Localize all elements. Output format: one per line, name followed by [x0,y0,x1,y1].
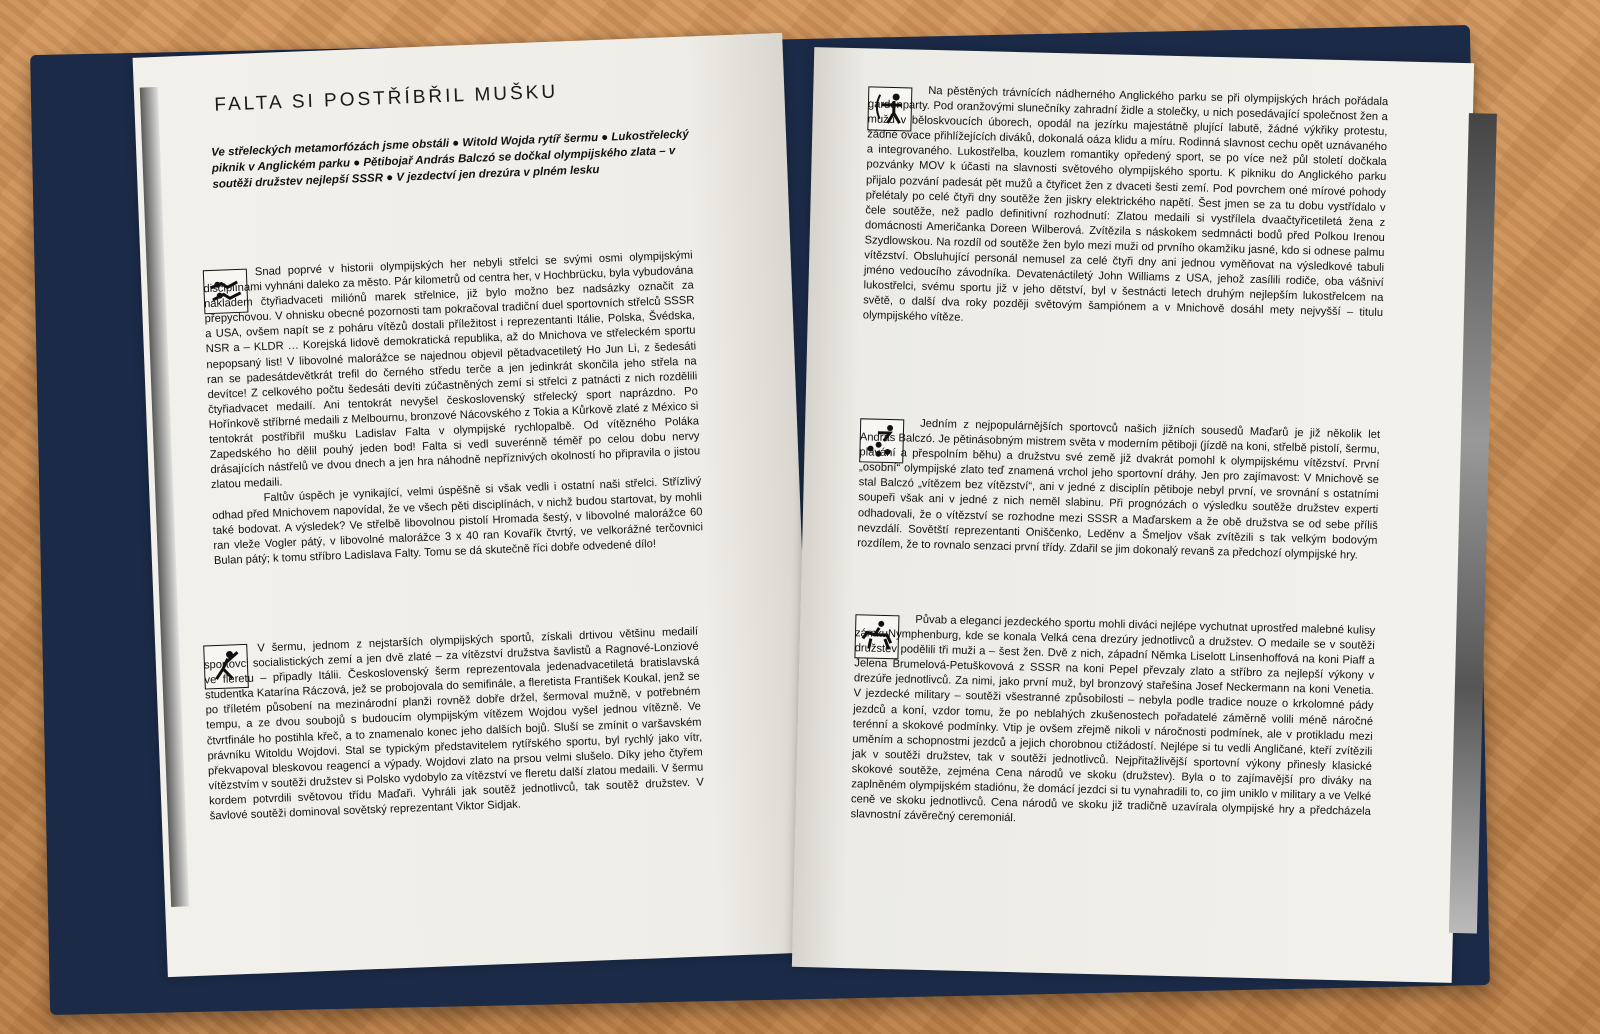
left-page [133,33,818,977]
shooting-paragraph-1: Snad poprvé v historii olympijských her nebyli střelci se svými osmi olympijskými disciplínami vyhnáni daleko za město. Pár kilometrů od centra her, v Hochbrücku, byla vybudována nákladem čtyřiadvaceti miliónů marek střelnice, již bylo možno bez nadsázky označit za přepychovou. V ohnisku obecné pozornosti tam pokračoval tradiční duel sportovních střelců SSSR a USA, ovšem napít se z poháru vítězů dostali příležitost i reprezentanti Itálie, Polska, Švédska, NSR a – KLDR … Korejská lidově demokratická republika, až do Mnichova ve střeleckém sportu nepopsaný list! V libovolné malorážce se najednou objevil pětadvacetiletý Ho Jun Li, z šedesáti ran se padesátdevětkrát trefil do černého středu terče a jen jedinkrát skončila jeho střela na devítce! Z celkového počtu šedesáti devíti zúčastněných zemí si střelci z patnácti z nich rozdělili čtyřiadvacet medailí. Ani tentokrát nevyšel československý střelecký sport naprázdno. Po Hořínkově stříbrné medaili z Melbournu, bronzové Nácovského z Tokia a Kůrkově zlaté z México si tentokrát postříbřil mušku Ladislav Falta v olympijské rychlopalbě. Od vítězného Poláka Zapedského ho dělil pouhý jeden bod! Falta si vedl suverénně téměř po celou dobu nervy drásajících nástřelů ve dvou dnech a jen hra náhodně nepříznivých okolností ho připravila o jistou zlatou medaili. [203,249,701,492]
right-page [792,47,1474,983]
equestrian-paragraph: Půvab a eleganci jezdeckého sportu mohli diváci nejlépe vychutnat uprostřed malebné kulisy zámkuNymphenburg, kde se konala Velká cena drezúry jednotlivců a družstev. O medaile se v soutěži družstev podělili tři muži a – šest žen. Dvě z nich, západní Němka Liselott Linsenhoffová na koni Piaff a Jelena Brumelová-Petuškovová z SSSR na koni Pepel převzaly zlato a stříbro za nejlepší výkony v drezúře jednotlivců. Za nimi, jako první muž, byl bronzový stařešina Josef Neckermann na koni Venetia. V jezdecké military – soutěži všestranné způsobilosti – nebyla podle tradice nouze o krkolomné pády jezdců a koní, vzdor tomu, že po neblahých zkušenostech pořadatelé záměrně volili méně náročné terénní a skokové podmínky. Vtip je ovšem zřejmě nikoli v náročnosti podmínek, ale v protikladu mezi uměním a schopnostmi jezdců a jejich chorobnou ctižádostí. Nejlépe si tu vedli Angličané, kteří zvítězili jak v soutěži družstev, tak v soutěži jednotlivců. Nejpřitažlivější sportovní výkony přinesly klasické skokové soutěže, zejména Cena národů ve skoku (družstev). Byla o to zajímavější pro diváky na zaplněném olympijském stadiónu, že domácí jezdci si tu vynahradili to, co jim uniklo v military a ve Velké ceně ve skoku jednotlivců. Cena národů ve skoku již tradičně uzavírala olympijské hry a předcházela slavnostní závěrečný ceremoniál. [850,613,1376,825]
fencing-paragraph: V šermu, jednom z nejstarších olympijských sportů, získali drtivou většinu medailí sportovci socialistických zemí a jen dvě zlaté – za vítězství družstva šavlistů a Ragnové-Lonziové ve fleretu – připadly Itálii. Československý šerm reprezentovala jedenadvacetiletá bratislavská studentka Katarína Ráczová, jež se probojovala do semifinále, a fleretista František Koukal, jenž se po tříletém působení na mezinárodní planži rovněž dobře držel, šermoval mužně, v potřebném tempu, a ze dvou soubojů s budoucím olympijským vítězem Wojdou vyšel jednou vítězně. Ve čtvrtfinále ho postihla křeč, a to znamenalo konec jeho dalších bojů. Sluší se zmínit o varšavském právníku Witoldu Wojdovi. Stal se typickým představitelem rytířského sportu, byl rychlý jako vítr, překvapoval bleskovou reagencí a výpady. Wojdovi zlato na prsou velmi slušelo. Díky jeho čtyřem vítězstvím v soutěži družstev si Polsko vydobylo za vítězství ve fleretu další zlatou medaili. V šermu kordem potvrdili světovou třídu Maďaři. Vyhráli jak soutěž jednotlivců, tak soutěž družstev. V šavlové soutěži dominoval sovětský reprezentant Viktor Sidjak. [203,625,705,823]
equestrian-article [850,611,1375,835]
chapter-title: FALTA SI POSTŘÍBŘIL MUŠKU [214,81,559,116]
shooting-paragraph-2: Faltův úspěch je vynikající, velmi úspěšně si však vedli i ostatní naši střelci. Střízlivý odhad před Mnichovem napovídal, že ve všech pěti disciplínách, v nichž budou startovat, by mohli také bodovat. A výsledek? Ve střelbě libovolnou pistolí Hromada šestý, v libovolné malorážce 60 ran vleže Vogler pátý, v libovolné malorážce 3 x 40 ran Kovařík čtvrtý, ve velkorážné terčovnici Bulan pátý; k tomu stříbro Ladislava Falty. Tomu se dá skutečně říci dobře odvedené dílo! [211,475,704,567]
chapter-lead: Ve střeleckých metamorfózách jsme obstáli ● Witold Wojda rytíř šermu ● Lukostřelecký piknik v Anglickém parku ● Pětibojař András Balczó se dočkal olympijského zlata – v soutěži družstev nejlepší SSSR ● V jezdectví jen drezúra v plném lesku [211,128,689,191]
fencing-article [203,625,705,825]
photo-edge-strip-right [1449,113,1497,933]
archery-article [863,82,1389,336]
shooting-article [203,248,704,568]
pentathlon-paragraph: Jedním z nejpopulárnějších sportovců našich jižních sousedů Maďarů je již několik let András Balczó. Je pětinásobným mistrem světa v moderním pětiboji (jízdě na koni, střelbě pistolí, šermu, plavání a přespolním běhu) a družstvu své země již dvakrát pomohl k olympijskému vítězství. První „osobní“ olympijské zlato teď znamená vrchol jeho sportovní dráhy. Jen pro zajímavost: V Mnichově se stal Balczó „vítězem bez vítězství“, ani v jedné z disciplín pětiboje nebyl první, ve srovnání s ostatními soupeři však ani v jedné z nich neměl slabinu. Při prognózách o výsledku soutěže družstev experti odhadovali, že o vítězství se rozhodne mezi SSSR a Maďarskem a že obě družstva se od sebe příliš nevzdálí. Sovětští reprezentanti Oniščenko, Leděnv a Šmeljov však zvítězili s tak velkým bodovým rozdílem, že to rovnalo senzaci první třídy. Zdařil se jim dokonalý revanš za předchozí olympijské hry. [857,417,1381,562]
archery-paragraph: Na pěstěných trávnících nádherného Anglického parku se při olympijských hrách pořádala gardenparty. Pod oranžovými slunečníky zahradní židle a stolečky, u nich posedávající společnost žen a mužů v běloskvoucích úborech, opodál na jezírku majestátně plující labutě, žádné výkřiky protestu, žádné ovace přihlížejících diváků, dokonalá oáza klidu a míru. Rodinná slavnost cechu opět uznávaného a integrovaného. Lukostřelba, kouzlem romantiky opředený sport, se po více než půl století dočkala pozvánky MOV k účasti na slavnosti světového olympijského sportu. K pikniku do Anglického parku přijalo pozvání padesát pět mužů a čtyřicet žen z dvaceti šesti zemí. Pod povrchem oné mírové pohody přelétaly po celé čtyři dny soutěže žen jiskry elektrického napětí. Šest jmen se za tu dobu vystřídalo v čele soutěže, než padlo definitivní rozhodnutí: Zlatou medaili si vystřílela dvaačtyřicetiletá žena z domácnosti Američanka Doreen Wilberová. Zvítězila s náskokem sedmnácti bodů před Polkou Irenou Szydlowskou. Na rozdíl od soutěže žen bylo mezi muži od prvního okamžiku jasné, kdo si odnese palmu vítězství. Obsluhující personál nemusel za celé čtyři dny ani jednou vyměňovat na výsledkové tabuli jméno vedoucího závodníka. Devatenáctiletý John Williams z USA, jehož zasílili rodiče, oba vášniví lukostřelci, svému sportu již v jeho dětství, byl v šestnácti letech druhým nejlepším lukostřelcem na světě, o další dva roky později světovým šampiónem a v Mnichově dosáhl mety nejvyšší – titulu olympijského vítěze. [862,84,1389,325]
pentathlon-article [857,415,1380,564]
